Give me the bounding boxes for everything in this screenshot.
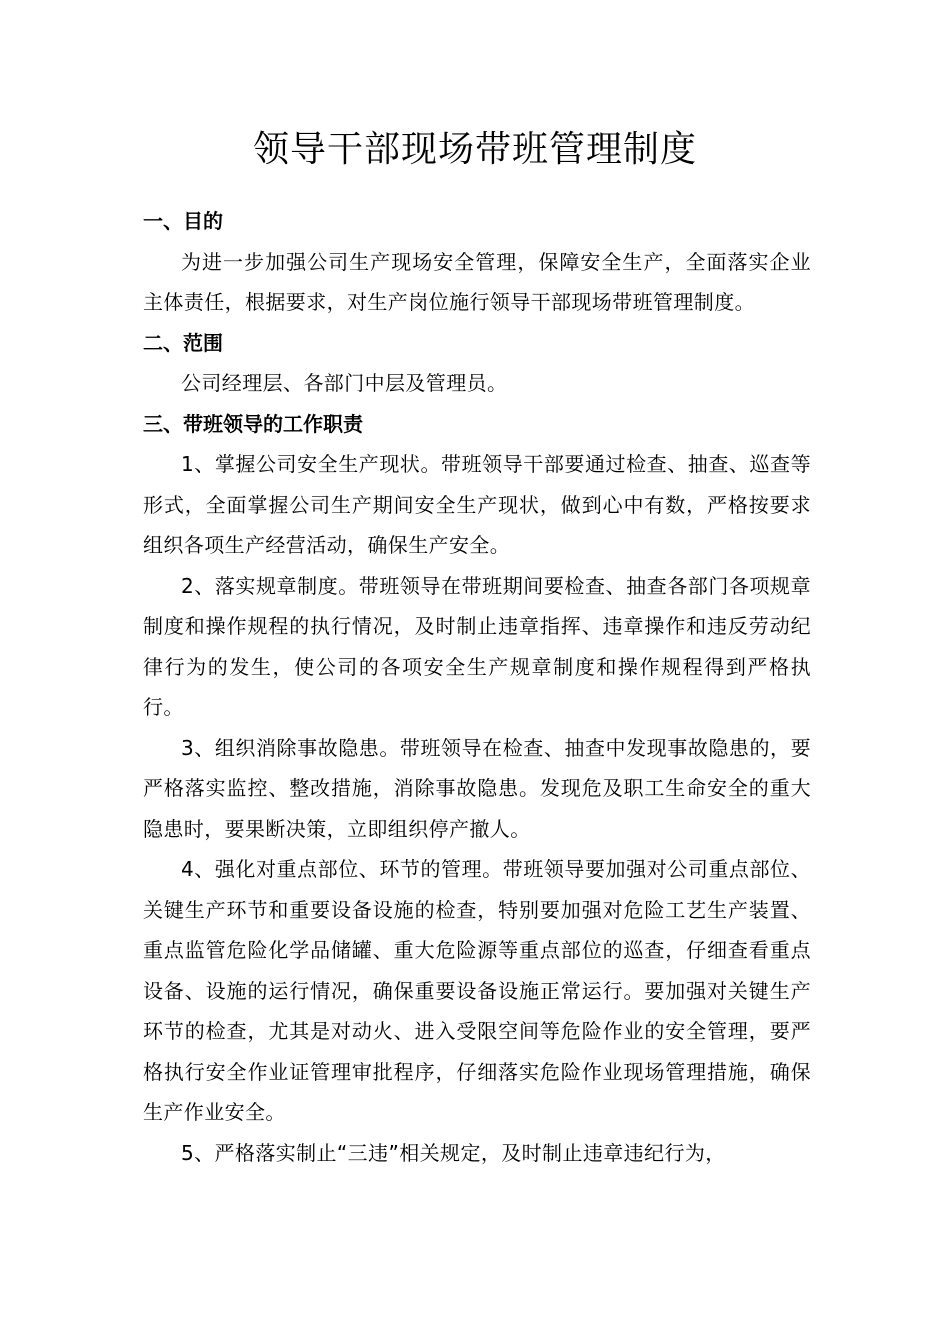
paragraph: 公司经理层、各部门中层及管理员。 — [181, 371, 508, 395]
paragraph: 4、强化对重点部位、环节的管理。带班领导要加强对公司重点部位、关键生产环节和重要设备设施的检查，特别要加强对危险工艺生产装置、重点监管危险化学品储罐、重大危险源等重点部位的巡查，仔细查看重点设备、设施的运行情况，确保重要设备设施正常运行。要加强对关键生产环节的检查，尤其是对动火、进入受限空间等危险作业的安全管理，要严格执行安全作业证管理审批程序，仔细落实危险作业现场管理措施，确保生产作业安全。 — [143, 857, 811, 1124]
paragraph: 为进一步加强公司生产现场安全管理，保障安全生产，全面落实企业主体责任，根据要求，对生产岗位施行领导干部现场带班管理制度。 — [143, 249, 811, 314]
paragraph: 5、严格落实制止“三违”相关规定，及时制止违章违纪行为， — [181, 1140, 726, 1165]
section-duties — [143, 404, 811, 1174]
section-heading: 一、目的 — [143, 209, 223, 233]
section-purpose — [143, 201, 811, 323]
paragraph: 3、组织消除事故隐患。带班领导在检查、抽查中发现事故隐患的，要严格落实监控、整改措施，消除事故隐患。发现危及职工生命安全的重大隐患时，要果断决策，立即组织停产撤人。 — [143, 735, 811, 841]
paragraph: 1、掌握公司安全生产现状。带班领导干部要通过检查、抽查、巡查等形式，全面掌握公司生产期间安全生产现状，做到心中有数，严格按要求组织各项生产经营活动，确保生产安全。 — [143, 452, 811, 557]
paragraph: 2、落实规章制度。带班领导在带班期间要检查、抽查各部门各项规章制度和操作规程的执行情况，及时制止违章指挥、违章操作和违反劳动纪律行为的发生，使公司的各项安全生产规章制度和操作规程得到严格执行。 — [143, 573, 811, 719]
document-title: 领导干部现场带班管理制度 — [252, 129, 697, 170]
section-scope — [143, 323, 811, 404]
document-body — [143, 201, 811, 1173]
section-heading: 三、带班领导的工作职责 — [143, 411, 363, 436]
section-heading: 二、范围 — [143, 330, 223, 355]
